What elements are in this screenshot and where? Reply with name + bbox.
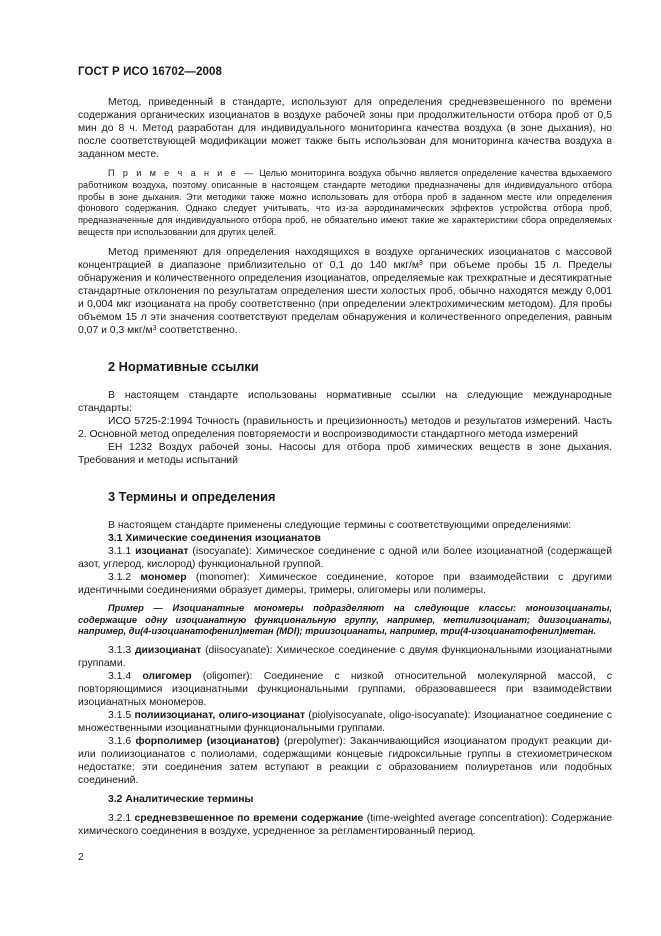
example-note: Пример — Изоцианатные мономеры подразделяют на следующие классы: моноизоцианаты, содержащие одну изоцианатную функциональную группу, например, метилизоцианат; диизоцианаты, например, ди(4-изоцианатофенил)метан (MDI); триизоцианаты, например, три(4-изоцианатофенил)метан. <box>78 602 612 637</box>
section-2-heading: 2 Нормативные ссылки <box>108 358 259 374</box>
note <box>78 168 612 239</box>
subsection-3-1-heading: 3.1 Химические соединения изоцианатов <box>108 532 321 544</box>
page-content <box>78 96 612 838</box>
ref-en-1232: ЕН 1232 Воздух рабочей зоны. Насосы для отбора проб химических веществ в зоне дыхания. Требования и методы испытаний <box>78 441 612 466</box>
term-3-1-3: 3.1.3 диизоцианат (diisocyanate): Химическое соединение с двумя функциональными изоцианатными группами. <box>78 645 613 670</box>
intro-paragraph: Метод, приведенный в стандарте, используют для определения средневзвешенного по времени содержания органических изоцианатов в воздухе рабочей зоны при продолжительности отбора проб от 0,5 мин до 8 ч. Метод разработан для индивидуального мониторинга качества воздуха (в зоне дыхания), но после соответствующей модификации может также быть использован для мониторинга качества воздуха в заданном месте. <box>78 97 612 160</box>
scope-paragraph: Метод применяют для определения находящихся в воздухе органических изоцианатов с массовой концентрацией в диапазоне приблизительно от 0,1 до 140 мкг/$м^3$ при объеме пробы 15 л. Пределы обнаружения и количественного определения изоцианатов, определяемые как трехкратные и десятикратные стандартные отклонения по результатам определения шести холостых проб, обычно находятся между 0,001 и 0,004 мкг изоцианата на пробу соответственно (при определении электрохимическим методом). Для пробы объемом 15 л эти значения соответствуют пределам обнаружения и количественного определения, равным 0,07 и 0,3 мкг/$м^3$ соответственно. <box>78 246 612 336</box>
note-label: П р и м е ч а н и е — <box>108 168 256 178</box>
term-3-2-1: 3.2.1 средневзвешенное по времени содержание (time-weighted average concentration): Содержание химического соединения в воздухе, усредненное за регламентированный период. <box>78 813 612 838</box>
page-number: 2 <box>78 851 84 863</box>
term-3-1-6: 3.1.6 форполимер (изоцианатов) (prepolymer): Заканчивающийся изоцианатом продукт реакции ди- или полиизоцианатов с полиолами, содержащими концевые гидроксильные группы в стехиометрическом недостатке; эти соединения затем вступают в реакции с образованием полиуретанов или подобных соединений. <box>78 736 612 787</box>
page-header: ГОСТ Р ИСО 16702—2008 <box>78 66 223 78</box>
subsection-3-2-heading: 3.2 Аналитические термины <box>108 794 254 806</box>
term-3-1-5: 3.1.5 полиизоцианат, олиго-изоцианат (piolyisocyanate, oligo-isocyanate): Изоцианатное соединение с множественными изоцианатными функциональными группами. <box>78 710 612 735</box>
note-text: Целью мониторинга воздуха обычно является определение качества вдыхаемого работником воздуха, поэтому описанные в настоящем стандарте методики предназначены для индивидуального отбора пробы в зоне дыхания. Эти методики также можно использовать для отбора проб в заданном месте или определения фонового содержания. Однако следует учитывать, что из-за аэродинамических эффектов устройства отбора проб, предназначенные для индивидуального отбора проб, не обязательно имеют такие же характеристики сбора определяемых веществ при использовании для других целей. <box>78 168 612 237</box>
term-3-1-2: 3.1.2 мономер (monomer): Химическое соединение, которое при взаимодействии с другими идентичными соединениями образует димеры, тримеры, олигомеры или полимеры. <box>78 571 612 596</box>
refs-intro: В настоящем стандарте использованы нормативные ссылки на следующие международные стандарты: <box>78 389 612 414</box>
term-3-1-1: 3.1.1 изоцианат (isocyanate): Химическое соединение с одной или более изоцианатной (содержащей азот, углерод, кислород) функциональной группой. <box>78 545 612 570</box>
ref-iso-5725: ИСО 5725-2:1994 Точность (правильность и прецизионность) методов и результатов измерений. Часть 2. Основной метод определения повторяемости и воспроизводимости стандартного метода измерений <box>78 415 612 440</box>
term-3-1-4: 3.1.4 олигомер (oligomer): Соединение с низкой относительной молекулярной массой, с повторяющимися изоцианатными функциональными группами, образовавшееся при взаимодействии изоцианатных мономеров. <box>78 671 612 709</box>
terms-intro: В настоящем стандарте применены следующие термины с соответствующими определениями: <box>108 519 572 531</box>
section-3-heading: 3 Термины и определения <box>108 488 276 504</box>
